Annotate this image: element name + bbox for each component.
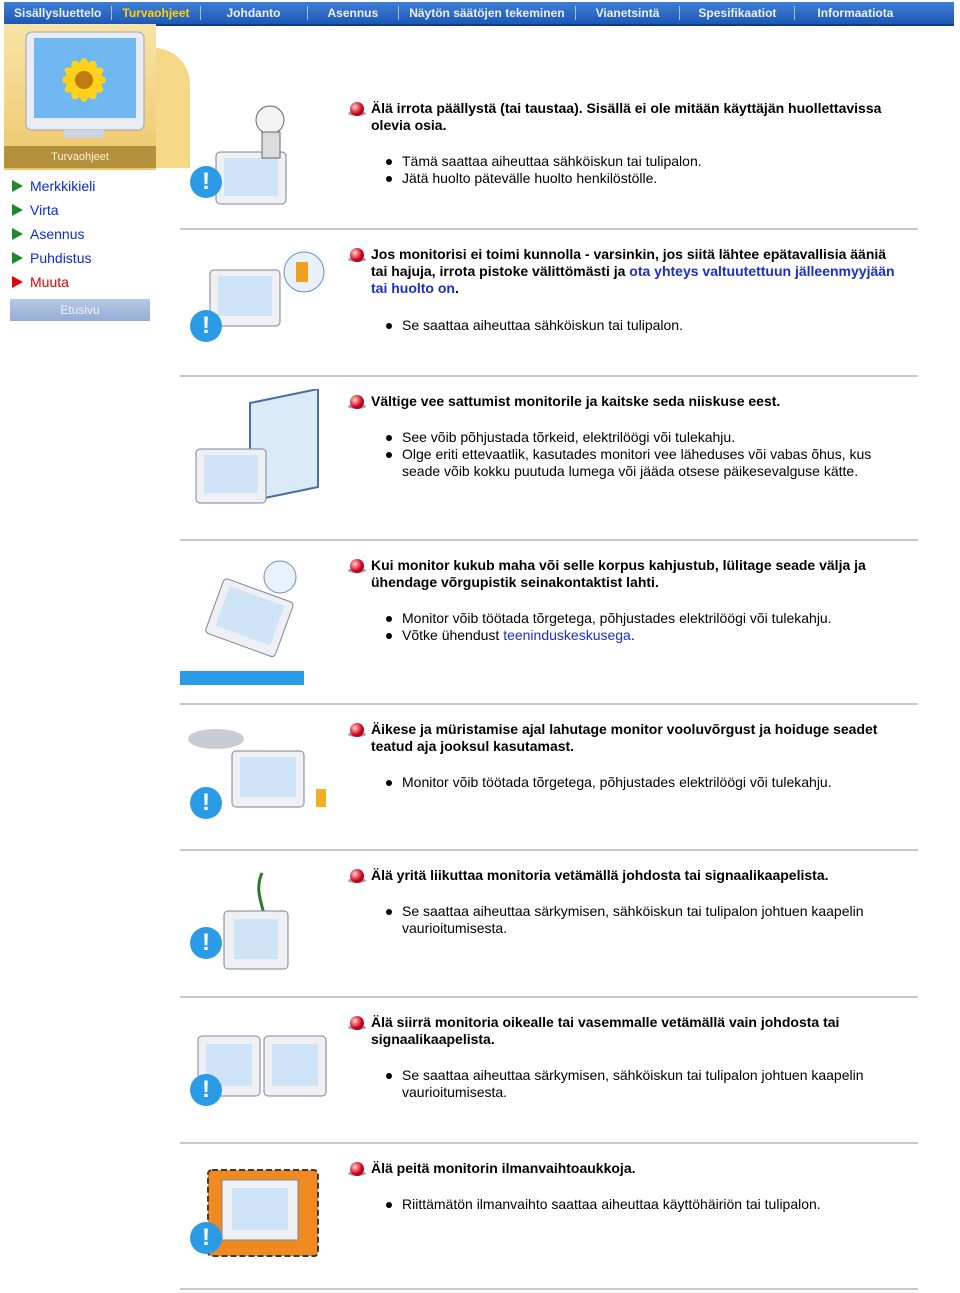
- safety-section-2: [180, 230, 918, 377]
- cable-pull-illustration: [180, 869, 330, 981]
- list-item: [402, 627, 898, 644]
- heading-text: Älä yritä liikuttaa monitoria vetämällä johdosta tai signaalikaapelista.: [371, 867, 829, 883]
- window-rain-illustration: [180, 389, 330, 523]
- water-illustration-frame: [180, 389, 330, 523]
- safety-section-1: [180, 96, 918, 230]
- service-link[interactable]: ota yhteys valtuutettuun jälleenmyyjään tai huolto on: [371, 263, 895, 296]
- sidebar-item-notation[interactable]: [12, 174, 95, 198]
- warning-icon: !: [190, 166, 222, 198]
- sidebar: [4, 24, 156, 324]
- arrow-icon: [12, 252, 23, 264]
- list-item-text: .: [630, 627, 635, 643]
- sidebar-item-power[interactable]: [12, 198, 95, 222]
- unplug-icon: !: [190, 787, 222, 819]
- nav-introduction[interactable]: Johdanto: [226, 6, 281, 20]
- list-item-text: Võtke ühendust: [402, 627, 504, 643]
- nav-adjusting[interactable]: Näytön säätöjen tekeminen: [409, 6, 565, 20]
- side-pull-illustration-frame: [180, 1016, 330, 1126]
- safety-section-4: [180, 541, 918, 705]
- sidebar-item-label: Merkkikieli: [30, 178, 96, 194]
- section-heading: [350, 867, 898, 884]
- list-item: Riittämätön ilmanvaihto saattaa aiheuttaa käyttöhäiriön tai tulipalon.: [402, 1196, 898, 1213]
- arrow-icon: [12, 276, 23, 288]
- red-bullet-icon: [350, 1016, 364, 1030]
- sidebar-item-other[interactable]: [12, 270, 95, 294]
- safety-section-7: [180, 998, 918, 1144]
- section-heading: [350, 100, 898, 134]
- red-bullet-icon: [350, 102, 364, 116]
- list-item: Monitor võib töötada tõrgetega, põhjustades elektrilöögi või tulekahju.: [402, 610, 898, 627]
- ventilation-illustration-frame: [180, 1160, 330, 1274]
- list-item: Se saattaa aiheuttaa särkymisen, sähköiskun tai tulipalon johtuen kaapelin vaurioitumisesta.: [402, 1067, 898, 1101]
- side-pull-illustration: [180, 1016, 330, 1126]
- sidebar-item-label: Virta: [30, 202, 59, 218]
- covered-vents-illustration: [180, 1160, 330, 1274]
- heading-text: [371, 246, 898, 297]
- sidebar-menu: [12, 174, 95, 294]
- warning-icon: !: [190, 927, 222, 959]
- list-item: See võib põhjustada tõrkeid, elektrilöögi või tulekahju.: [402, 429, 898, 446]
- sidebar-caption: Turvaohjeet: [4, 146, 156, 168]
- home-button[interactable]: Etusivu: [10, 299, 150, 321]
- section-heading: [350, 393, 898, 410]
- dropped-monitor-illustration: [180, 555, 330, 685]
- list-item: Jätä huolto pätevälle huolto henkilöstölle.: [402, 170, 898, 187]
- section-heading: [350, 557, 898, 591]
- sidebar-item-label: Puhdistus: [30, 250, 92, 266]
- arrow-icon: [12, 204, 23, 216]
- safety-section-8: [180, 1144, 918, 1290]
- nav-information[interactable]: Informaatiota: [817, 6, 894, 20]
- unplug-illustration: [180, 248, 330, 368]
- sidebar-item-label: Asennus: [30, 226, 85, 242]
- nav-setup[interactable]: Asennus: [327, 6, 379, 20]
- storm-illustration-frame: [180, 723, 330, 833]
- detail-list: [402, 317, 898, 334]
- monitor-cover-illustration: [180, 100, 330, 210]
- heading-text: Vältige vee sattumist monitorile ja kaitske seda niiskuse eest.: [371, 393, 781, 409]
- detail-list: [402, 610, 898, 644]
- section-heading: [350, 721, 898, 755]
- section-divider: [180, 1288, 918, 1290]
- list-item: Olge eriti ettevaatlik, kasutades monitori vee läheduses või vabas õhus, kus seade võib kokku puutuda lumega või jääda otsese päikesevalguse kätte.: [402, 446, 898, 480]
- red-bullet-icon: [350, 248, 364, 262]
- warning-icon: !: [190, 1074, 222, 1106]
- sidebar-item-cleaning[interactable]: [12, 246, 95, 270]
- nav-contents[interactable]: Sisällysluettelo: [14, 6, 102, 20]
- section-heading: [350, 1160, 898, 1177]
- nav-specifications[interactable]: Spesifikaatiot: [698, 6, 777, 20]
- nav-safety[interactable]: Turvaohjeet: [122, 6, 190, 20]
- section-heading: [350, 1014, 898, 1048]
- detail-list: [402, 1067, 898, 1101]
- arrow-icon: [12, 228, 23, 240]
- arrow-icon: [12, 180, 23, 192]
- heading-text: Älä irrota päällystä (tai taustaa). Sisällä ei ole mitään käyttäjän huollettavissa olevia osia.: [371, 100, 882, 133]
- heading-text: Kui monitor kukub maha või selle korpus kahjustub, lülitage seade välja ja ühendage võrgupistik seinakontaktist lahti.: [371, 557, 866, 590]
- list-item: Se saattaa aiheuttaa särkymisen, sähköiskun tai tulipalon johtuen kaapelin vaurioitumisesta.: [402, 903, 898, 937]
- detail-list: [402, 774, 898, 791]
- nav-troubleshooting[interactable]: Vianetsintä: [595, 6, 660, 20]
- dropped-monitor-illustration-frame: [180, 555, 330, 685]
- red-bullet-icon: [350, 869, 364, 883]
- unplug-illustration-frame: [180, 248, 330, 368]
- detail-list: [402, 903, 898, 937]
- top-navigation: [4, 2, 954, 26]
- safety-section-3: [180, 377, 918, 541]
- red-bullet-icon: [350, 723, 364, 737]
- safety-section-5: [180, 705, 918, 851]
- heading-text: Älä siirrä monitoria oikealle tai vasemmalle vetämällä vain johdosta tai signaalikaapelista.: [371, 1014, 840, 1047]
- cable-pull-illustration-frame: [180, 869, 330, 981]
- sidebar-item-installation[interactable]: [12, 222, 95, 246]
- list-item: Se saattaa aiheuttaa sähköiskun tai tulipalon.: [402, 317, 898, 334]
- heading-text-part: Jos monitorisi ei toimi kunnolla - varsinkin, jos siitä lähtee epätavallisia ääniä tai hajuja, irrota pistoke välittömästi ja: [371, 246, 887, 279]
- red-bullet-icon: [350, 1162, 364, 1176]
- heading-text-part: .: [454, 280, 459, 296]
- sidebar-item-label: Muuta: [30, 274, 69, 290]
- detail-list: [402, 1196, 898, 1213]
- detail-list: [402, 153, 898, 187]
- safety-section-6: [180, 851, 918, 998]
- list-item: Monitor võib töötada tõrgetega, põhjustades elektrilöögi või tulekahju.: [402, 774, 898, 791]
- service-center-link[interactable]: teeninduskeskusega: [503, 627, 631, 643]
- heading-text: Älä peitä monitorin ilmanvaihtoaukkoja.: [371, 1160, 636, 1176]
- heading-text: Äikese ja müristamise ajal lahutage monitor vooluvõrgust ja hoiduge seadet teatud aja jooksul kasutamast.: [371, 721, 878, 754]
- warning-icon: !: [190, 1222, 222, 1254]
- detail-list: [402, 429, 898, 480]
- list-item: Tämä saattaa aiheuttaa sähköiskun tai tulipalon.: [402, 153, 898, 170]
- section-heading: [350, 246, 898, 297]
- red-bullet-icon: [350, 395, 364, 409]
- red-bullet-icon: [350, 559, 364, 573]
- warning-icon: !: [190, 310, 222, 342]
